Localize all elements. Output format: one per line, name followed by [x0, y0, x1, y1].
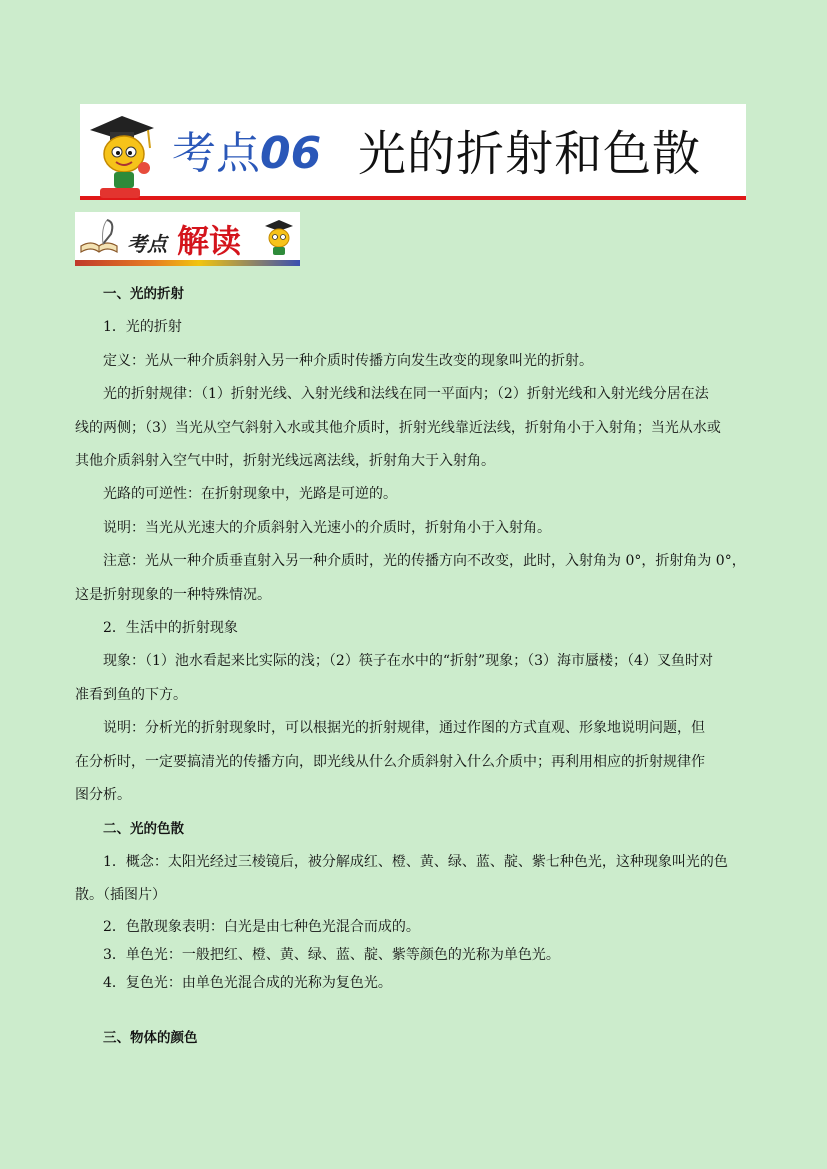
document-body — [75, 278, 755, 1055]
section-heading: 三、物体的颜色 — [103, 1029, 198, 1046]
topic-code — [172, 128, 321, 180]
paragraph-line: 说明：分析光的折射现象时，可以根据光的折射规律，通过作图的方式直观、形象地说明问题，但 — [103, 720, 705, 737]
section-heading: 二、光的色散 — [103, 820, 184, 837]
book-quill-icon — [77, 216, 121, 256]
spacer — [75, 998, 755, 1022]
badge-gradient-bar — [75, 260, 300, 266]
paragraph-line: 这是折射现象的一种特殊情况。 — [75, 586, 271, 603]
list-item: 3．单色光：一般把红、橙、黄、绿、蓝、靛、紫等颜色的光称为单色光。 — [103, 946, 560, 963]
paragraph-line: 线的两侧；（3）当光从空气斜射入水或其他介质时，折射光线靠近法线，折射角小于入射角；当光从水或 — [75, 419, 721, 436]
paragraph-line: 光路的可逆性：在折射现象中，光路是可逆的。 — [103, 486, 397, 503]
page-title: 光的折射和色散 — [358, 126, 702, 182]
badge-label-small: 考点 — [127, 232, 167, 256]
mascot-graduate-icon — [82, 108, 160, 200]
subheading: 1．光的折射 — [103, 319, 182, 336]
section-badge — [75, 212, 300, 266]
topic-code-number: 06 — [260, 128, 322, 179]
paragraph-line: 现象：（1）池水看起来比实际的浅；（2）筷子在水中的“折射”现象；（3）海市蜃楼；（4）叉鱼时对 — [103, 653, 713, 670]
paragraph-line: 注意：光从一种介质垂直射入另一种介质时，光的传播方向不改变，此时，入射角为 0°，折射角为 0°， — [103, 553, 746, 570]
paragraph-line: 定义：光从一种介质斜射入另一种介质时传播方向发生改变的现象叫光的折射。 — [103, 352, 593, 369]
paragraph-line: 图分析。 — [75, 787, 131, 804]
paragraph-line: 准看到鱼的下方。 — [75, 686, 187, 703]
paragraph-line: 在分析时，一定要搞清光的传播方向，即光线从什么介质斜射入什么介质中；再利用相应的折射规律作 — [75, 753, 705, 770]
small-mascot-icon — [261, 216, 297, 258]
paragraph-line: 散。（插图片） — [75, 887, 166, 904]
title-banner — [80, 104, 746, 200]
badge-label-big: 解读 — [177, 222, 242, 260]
paragraph-line: 其他介质斜射入空气中时，折射光线远离法线，折射角大于入射角。 — [75, 453, 495, 470]
paragraph-line: 1．概念：太阳光经过三棱镜后，被分解成红、橙、黄、绿、蓝、靛、紫七种色光，这种现象叫光的色 — [103, 853, 728, 870]
subheading: 2．生活中的折射现象 — [103, 620, 238, 637]
topic-code-prefix: 考点 — [172, 128, 260, 179]
list-item: 4．复色光：由单色光混合成的光称为复色光。 — [103, 974, 392, 991]
list-item: 2．色散现象表明：白光是由七种色光混合而成的。 — [103, 918, 420, 935]
paragraph-line: 光的折射规律：（1）折射光线、入射光线和法线在同一平面内；（2）折射光线和入射光线分居在法 — [103, 386, 709, 403]
section-heading: 一、光的折射 — [103, 286, 184, 302]
paragraph-line: 说明：当光从光速大的介质斜射入光速小的介质时，折射角小于入射角。 — [103, 519, 551, 536]
